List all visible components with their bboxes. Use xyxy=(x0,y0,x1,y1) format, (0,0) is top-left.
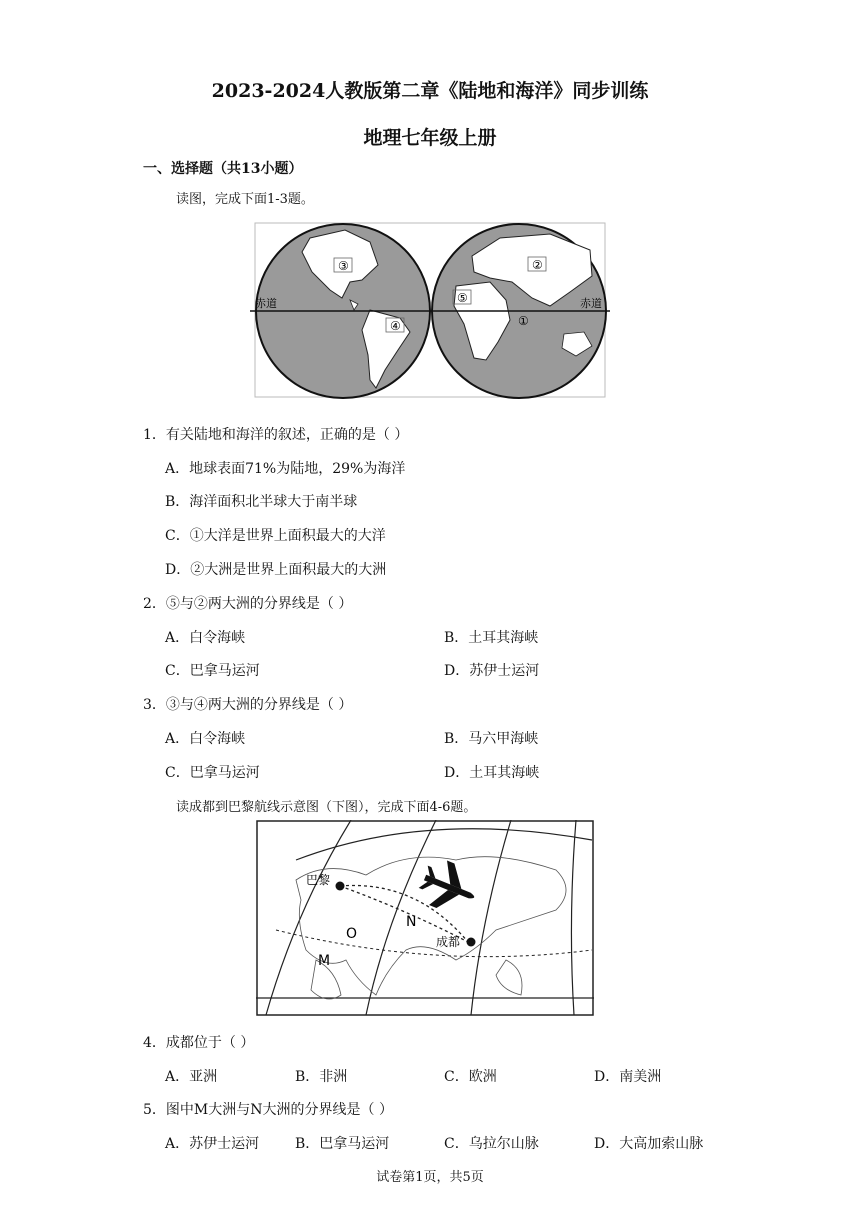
document-subtitle: 地理七年级上册 xyxy=(363,127,497,149)
q2-option-d: D．苏伊士运河 xyxy=(444,663,540,679)
q3-option-c: C．巴拿马运河 xyxy=(165,765,260,781)
q1-option-c: C．①大洋是世界上面积最大的大洋 xyxy=(165,528,386,544)
q3-option-d: D．土耳其海峡 xyxy=(444,765,540,781)
paris-label: 巴黎 xyxy=(306,873,331,887)
q4-option-d: D．南美洲 xyxy=(594,1069,662,1085)
continent-o-label: O xyxy=(346,926,358,942)
intro-map2: 读成都到巴黎航线示意图（下图），完成下面4-6题。 xyxy=(176,800,477,815)
q5-option-c: C．乌拉尔山脉 xyxy=(444,1136,539,1152)
q1-option-b: B．海洋面积北半球大于南半球 xyxy=(165,494,358,510)
flight-route-map xyxy=(256,820,594,1016)
continent-m-label: M xyxy=(318,953,331,969)
marker-1: ① xyxy=(518,314,529,328)
q4-option-a: A．亚洲 xyxy=(165,1069,218,1085)
q2-option-c: C．巴拿马运河 xyxy=(165,663,260,679)
q1-option-a: A．地球表面71%为陆地，29%为海洋 xyxy=(165,461,406,477)
equator-label-right: 赤道 xyxy=(580,297,602,310)
q1-option-d: D．②大洲是世界上面积最大的大洲 xyxy=(165,562,387,578)
marker-3: ③ xyxy=(338,259,349,273)
q3-option-b: B．马六甲海峡 xyxy=(444,731,539,747)
q5-option-b: B．巴拿马运河 xyxy=(295,1136,390,1152)
marker-4: ④ xyxy=(390,319,401,333)
question-5-stem: 5．图中M大洲与N大洲的分界线是（ ） xyxy=(143,1102,393,1118)
q5-option-a: A．苏伊士运河 xyxy=(165,1136,260,1152)
marker-2: ② xyxy=(532,258,543,272)
q3-option-a: A．白令海峡 xyxy=(165,731,246,747)
question-3-stem: 3．③与④两大洲的分界线是（ ） xyxy=(143,697,353,713)
world-hemispheres-map xyxy=(250,220,610,400)
marker-5: ⑤ xyxy=(457,291,468,305)
question-2-stem: 2．⑤与②两大洲的分界线是（ ） xyxy=(143,596,353,612)
chengdu-marker xyxy=(467,938,476,947)
equator-label-left: 赤道 xyxy=(255,297,277,310)
intro-map1: 读图，完成下面1-3题。 xyxy=(176,192,314,207)
paris-marker xyxy=(336,882,345,891)
q2-option-b: B．土耳其海峡 xyxy=(444,630,539,646)
section-heading: 一、选择题（共13小题） xyxy=(143,161,303,177)
chengdu-label: 成都 xyxy=(436,935,461,949)
q4-option-b: B．非洲 xyxy=(295,1069,348,1085)
page-footer: 试卷第1页，共5页 xyxy=(376,1170,484,1185)
continent-n-label: N xyxy=(406,914,417,930)
question-4-stem: 4．成都位于（ ） xyxy=(143,1035,255,1051)
q5-option-d: D．大高加索山脉 xyxy=(594,1136,704,1152)
q4-option-c: C．欧洲 xyxy=(444,1069,497,1085)
q2-option-a: A．白令海峡 xyxy=(165,630,246,646)
document-title: 2023-2024人教版第二章《陆地和海洋》同步训练 xyxy=(211,80,649,102)
question-1-stem: 1．有关陆地和海洋的叙述，正确的是（ ） xyxy=(143,427,409,443)
